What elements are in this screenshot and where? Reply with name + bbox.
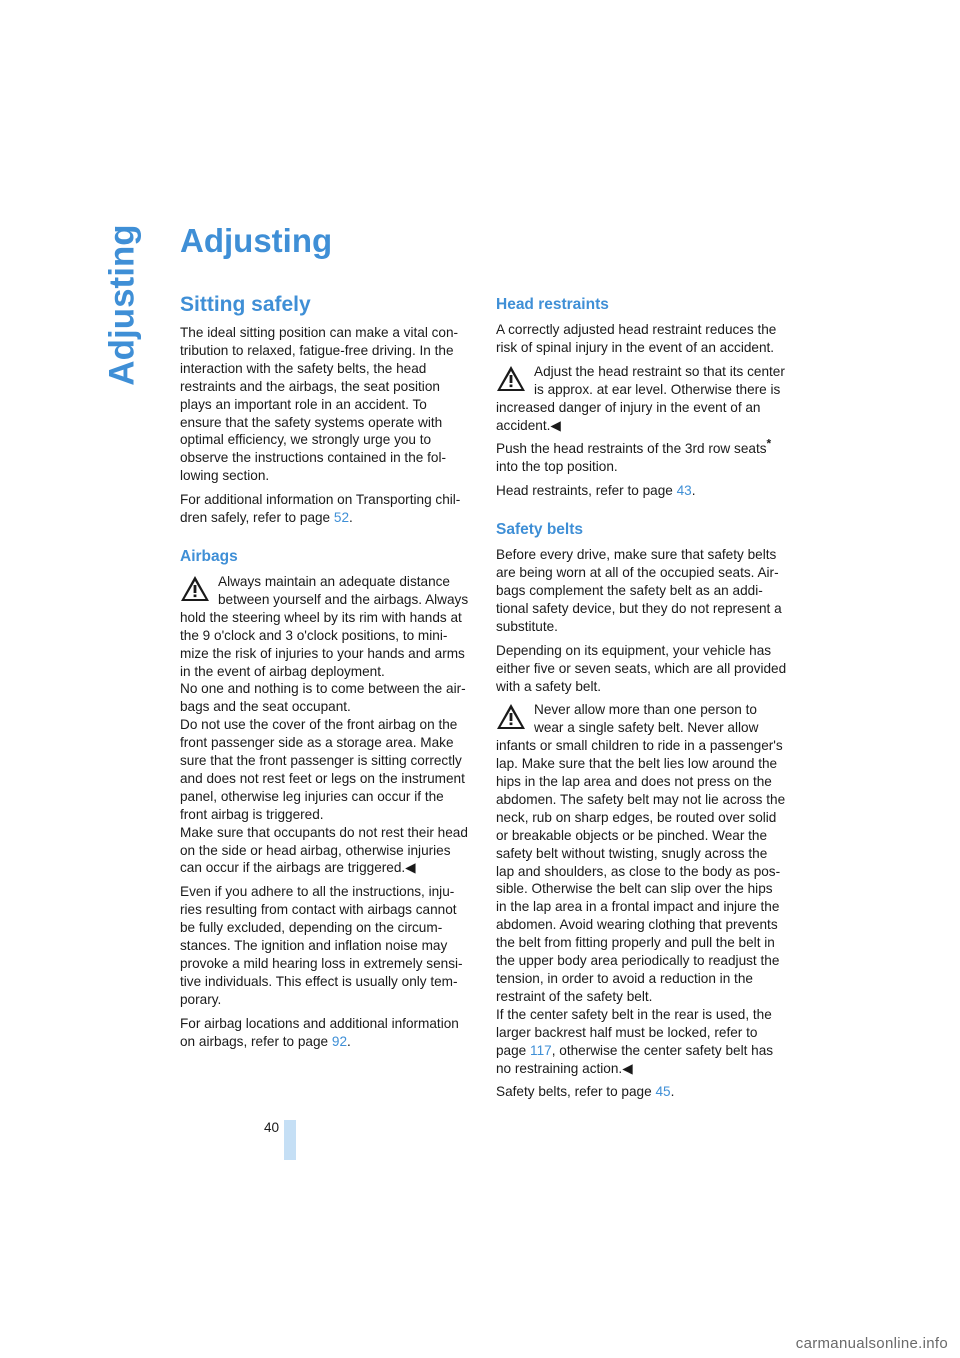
- head-restraint-warning: [496, 363, 788, 435]
- airbags-paragraph-2: [180, 1015, 472, 1051]
- warning-triangle-icon: [496, 365, 526, 392]
- belts-paragraph-1: Before every drive, make sure that safety belts are being worn at all of the occupied seats. Air- bags complement the safety belt as an addi- tional safety device, but they do not represent a substitute.: [496, 547, 782, 634]
- head-p2-text: Push the head restraints of the 3rd row seats: [496, 441, 767, 457]
- watermark: carmanualsonline.info: [795, 1335, 948, 1352]
- airbags-warning-text: Always maintain an adequate distance between yourself and the airbags. Always hold the steering wheel by its rim with hands at the 9 o'clock and 3 o'clock positions, to mini- mize the risk of injuries to your hands and arms in the event of airbag deployment. No one and nothing is to come between the air- bags and the seat occupant. Do not use the cover of the front airbag on the front passenger side as a storage area. Make sure that the front passenger is sitting correctly and does not rest feet or legs on the instrument panel, otherwise leg injuries can occur if the front airbag is triggered. Make sure that occupants do not rest their head on the side or head airbag, otherwise injuries can occur if the airbags are triggered.◀: [180, 573, 469, 876]
- airbags-paragraph-1: Even if you adhere to all the instructions, inju- ries resulting from contact with airbags cannot be fully excluded, depending on the circum- stances. The ignition and inflation noise may provoke a mild hearing loss in extremely sensi- tive individuals. This effect is usually only tem- porary.: [180, 884, 463, 1007]
- belts-warning-end: , otherwise the center safety belt has no restraining action.◀: [496, 1042, 774, 1076]
- sitting-p2-text: For additional information on Transporting chil- dren safely, refer to page: [180, 492, 461, 526]
- page-link-45[interactable]: 45: [655, 1084, 671, 1100]
- page-marker-bar: [284, 1120, 296, 1160]
- airbags-p2-end: .: [347, 1033, 351, 1049]
- subheading-airbags: Airbags: [180, 547, 238, 565]
- airbags-warning: [180, 573, 472, 877]
- warning-triangle-icon: [180, 575, 210, 602]
- page-number: 40: [264, 1120, 280, 1135]
- belts-warning-text: [496, 701, 788, 1077]
- page-link-52[interactable]: 52: [333, 510, 350, 526]
- airbags-p2-text: For airbag locations and additional information on airbags, refer to page: [180, 1015, 459, 1049]
- head-paragraph-2: [496, 436, 788, 476]
- head-paragraph-3: [496, 482, 788, 500]
- page-link-43[interactable]: 43: [676, 483, 692, 499]
- belts-warning-body: Never allow more than one person to wear a single safety belt. Never allow infants or small children to ride in a passenger's lap. Make sure that the belt lies low around the hips in the lap area and does not press on the abdomen. The safety belt may not lie across the neck, rub on sharp edges, be routed over solid or breakable objects or be pinched. Wear the safety belt without twisting, snugly across the lap and shoulders, as close to the body as pos- sible. Otherwise the belt can slip over the hips in the lap area in a frontal impact and injure the abdomen. Avoid wearing clothing that prevents the belt from fitting properly and pull the belt in the upper body area periodically to readjust the tension, in order to avoid a reduction in the restraint of the safety belt. If the center safety belt in the rear is used, the larger backrest half must be locked, refer to page: [496, 702, 786, 1058]
- head-p3-text: Head restraints, refer to page: [496, 483, 677, 499]
- head-paragraph-1: A correctly adjusted head restraint reduces the risk of spinal injury in the event of an accident.: [496, 322, 777, 355]
- sitting-paragraph-2: [180, 491, 472, 527]
- belts-p3-text: Safety belts, refer to page: [496, 1084, 656, 1100]
- sitting-p2-end: .: [349, 510, 353, 526]
- left-column: [180, 292, 472, 1057]
- warning-triangle-icon: [496, 703, 526, 730]
- head-p3-end: .: [691, 483, 696, 499]
- safety-belts-warning: [496, 701, 788, 1077]
- page-link-92[interactable]: 92: [331, 1033, 348, 1049]
- belts-paragraph-3: [496, 1083, 788, 1101]
- head-warning-text: Adjust the head restraint so that its center is approx. at ear level. Otherwise there is increased danger of injury in the event of an accident.◀: [496, 363, 785, 433]
- subheading-head-restraints: Head restraints: [496, 296, 609, 313]
- side-chapter-label: Adjusting: [103, 224, 142, 386]
- head-p2-end: into the top position.: [496, 459, 618, 475]
- right-column: [496, 292, 788, 1107]
- belts-p3-end: .: [670, 1084, 675, 1100]
- belts-paragraph-2: Depending on its equipment, your vehicle has either five or seven seats, which are all provided with a safety belt.: [496, 642, 787, 694]
- section-heading-sitting-safely: Sitting safely: [180, 293, 311, 316]
- optional-equipment-star: *: [766, 436, 772, 451]
- page-link-117[interactable]: 117: [530, 1042, 552, 1058]
- side-chapter-tab: [88, 224, 158, 386]
- sitting-paragraph-1: The ideal sitting position can make a vital con- tribution to relaxed, fatigue-free driving. In the interaction with the safety belts, the head restraints and the airbags, the seat position plays an important role in an accident. To ensure that the safety systems operate with optimal efficiency, we strongly urge you to observe the instructions contained in the fol- lowing section.: [180, 325, 459, 484]
- page-title: Adjusting: [180, 222, 333, 259]
- subheading-safety-belts: Safety belts: [496, 521, 584, 539]
